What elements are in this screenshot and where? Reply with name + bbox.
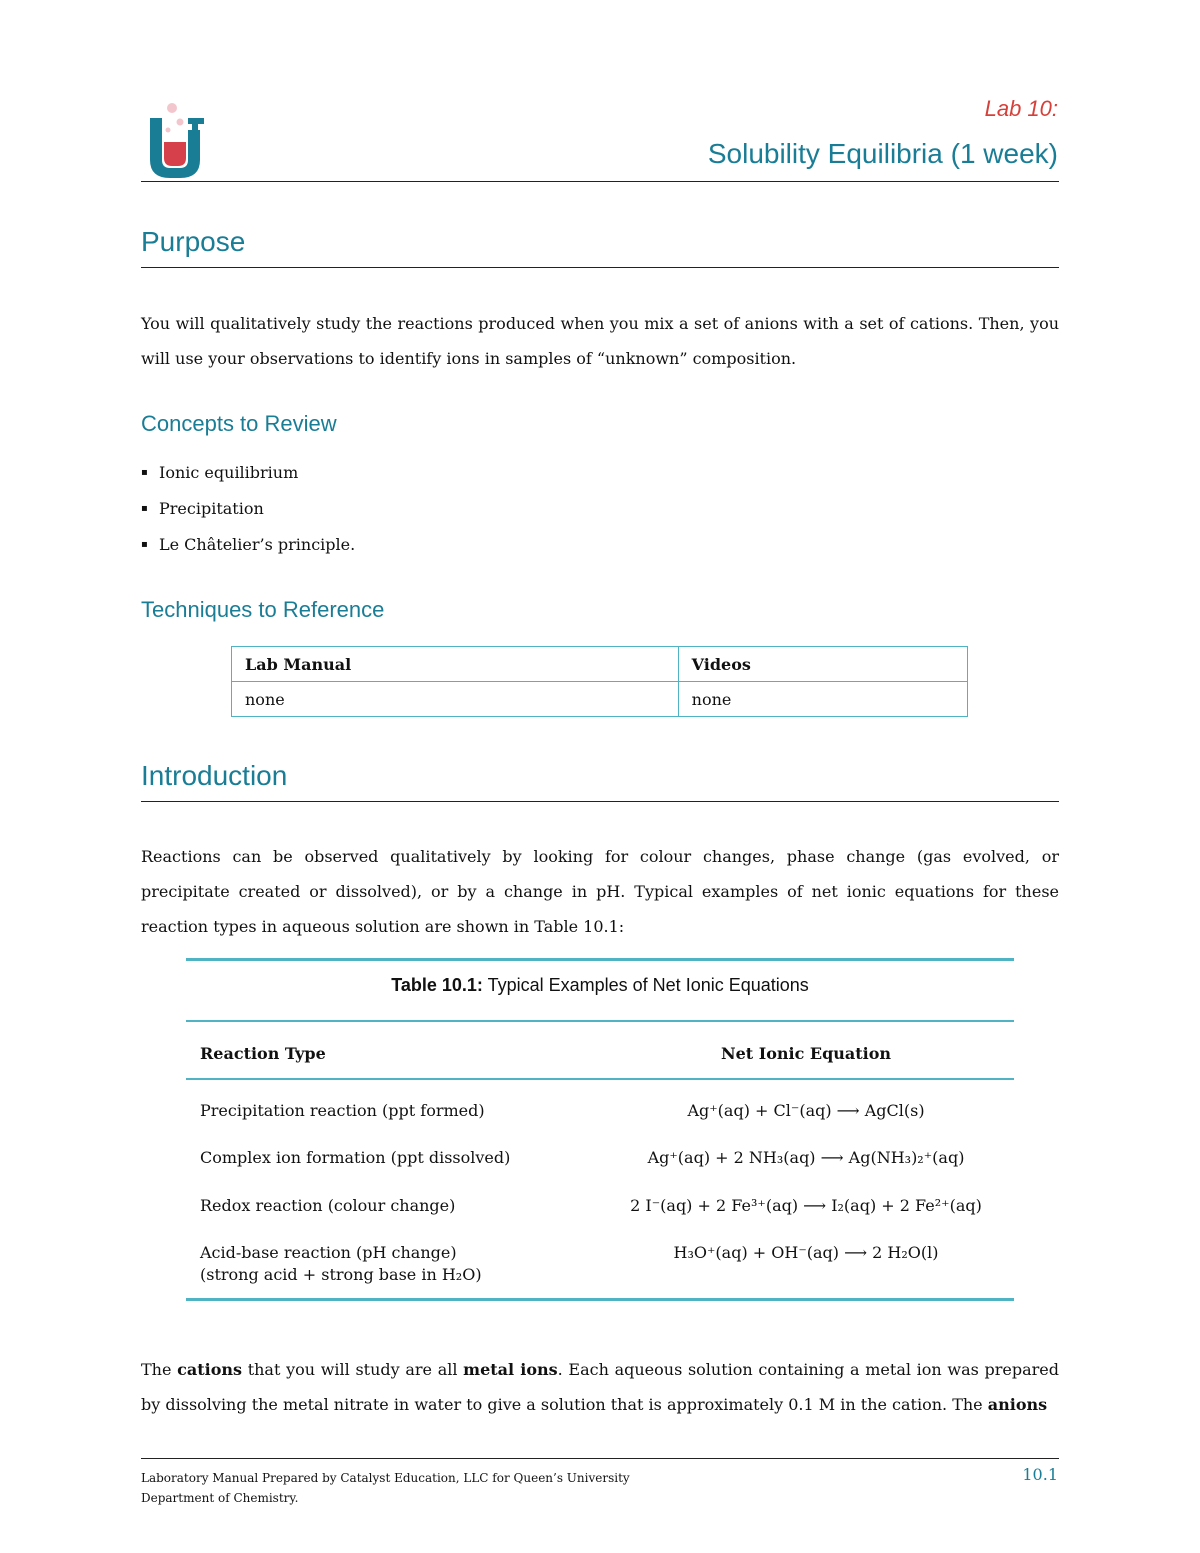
list-item: ▪ Precipitation bbox=[141, 494, 355, 530]
equation-cell: 2 I⁻(aq) + 2 Fe³⁺(aq) ⟶ I₂(aq) + 2 Fe²⁺(aq) bbox=[630, 1196, 982, 1215]
equation-cell: Ag⁺(aq) + Cl⁻(aq) ⟶ AgCl(s) bbox=[687, 1101, 925, 1120]
page-number: 10.1 bbox=[1022, 1465, 1058, 1484]
table-caption-rule bbox=[186, 1020, 1014, 1022]
footer-credit: Laboratory Manual Prepared by Catalyst Education, LLC for Queen’s University Department of Chemistry. bbox=[141, 1471, 630, 1505]
reaction-type-cell: Redox reaction (colour change) bbox=[200, 1196, 456, 1215]
column-header-reaction-type: Reaction Type bbox=[200, 1044, 326, 1063]
purpose-text: You will qualitatively study the reactions produced when you mix a set of anions with a set of cations. Then, you will use your observations to identify ions in samples of “unknown” composition. bbox=[141, 314, 1059, 368]
table-header-rule bbox=[186, 1078, 1014, 1080]
table-caption: Table 10.1: Typical Examples of Net Ionic Equations bbox=[391, 975, 809, 995]
list-item: ▪ Le Châtelier’s principle. bbox=[141, 530, 355, 566]
header-divider bbox=[141, 181, 1059, 182]
lab-title: Solubility Equilibria (1 week) bbox=[707, 138, 1058, 169]
equation-cell: Ag⁺(aq) + 2 NH₃(aq) ⟶ Ag(NH₃)₂⁺(aq) bbox=[647, 1148, 965, 1167]
table-cell: none bbox=[232, 682, 679, 717]
purpose-divider bbox=[141, 267, 1059, 268]
purpose-heading: Purpose bbox=[141, 226, 246, 257]
introduction-heading: Introduction bbox=[141, 760, 288, 791]
reaction-type-cell: Precipitation reaction (ppt formed) bbox=[200, 1101, 485, 1120]
footer-divider bbox=[141, 1458, 1059, 1459]
lab-number: Lab 10: bbox=[984, 96, 1058, 121]
column-header: Lab Manual bbox=[232, 647, 679, 682]
reaction-type-cell: Acid-base reaction (pH change) (strong acid + strong base in H₂O) bbox=[200, 1243, 482, 1284]
table-bottom-rule bbox=[186, 1298, 1014, 1301]
list-item: ▪ Ionic equilibrium bbox=[141, 458, 355, 494]
concepts-heading: Concepts to Review bbox=[141, 411, 337, 436]
cations-text: The cations that you will study are all metal ions. Each aqueous solution containing a metal ion was prepared by dissolving the metal nitrate in water to give a solution that is approximately 0.1 M in the cation. The anions bbox=[141, 1360, 1060, 1414]
table-header-row bbox=[232, 647, 968, 682]
beaker-logo-icon bbox=[140, 100, 212, 180]
reaction-type-cell: Complex ion formation (ppt dissolved) bbox=[200, 1148, 511, 1167]
concepts-list bbox=[141, 458, 355, 566]
introduction-text: Reactions can be observed qualitatively by looking for colour changes, phase change (gas evolved, or precipitate created or dissolved), or by a change in pH. Typical examples of net ionic equations for these reaction types in aqueous solution are shown in Table 10.1: bbox=[141, 847, 1059, 936]
table-row bbox=[232, 682, 968, 717]
techniques-heading: Techniques to Reference bbox=[141, 597, 385, 622]
table-top-rule bbox=[186, 958, 1014, 961]
table-cell: none bbox=[678, 682, 967, 717]
introduction-divider bbox=[141, 801, 1059, 802]
techniques-table bbox=[231, 646, 968, 717]
equation-cell: H₃O⁺(aq) + OH⁻(aq) ⟶ 2 H₂O(l) bbox=[673, 1243, 939, 1262]
column-header-net-ionic-equation: Net Ionic Equation bbox=[720, 1044, 892, 1063]
column-header: Videos bbox=[678, 647, 967, 682]
